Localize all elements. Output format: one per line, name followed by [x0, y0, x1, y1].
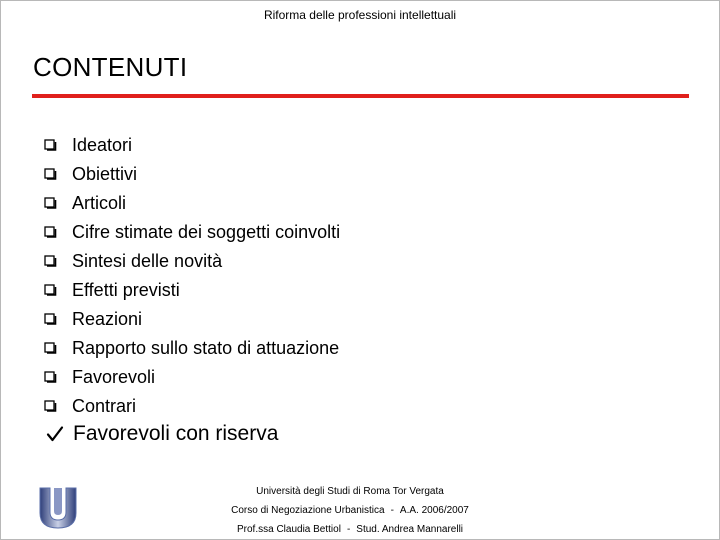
slide-header: Riforma delle professioni intellettuali: [263, 8, 457, 22]
square-bullet-icon: [44, 284, 57, 296]
list-item-label: Articoli: [72, 192, 127, 213]
square-bullet-icon: [44, 139, 57, 151]
list-item: [44, 391, 340, 420]
footer-university: Università degli Studi di Roma Tor Vergata: [256, 485, 444, 497]
list-item-label: Ideatori: [72, 134, 133, 155]
footer-people: Prof.ssa Claudia Bettiol - Stud. Andrea Mannarelli: [236, 523, 464, 535]
list-item-label: Reazioni: [72, 308, 143, 329]
title-underline: [32, 94, 689, 98]
list-item-label: Rapporto sullo stato di attuazione: [72, 337, 340, 358]
list-item-label: Favorevoli: [72, 366, 156, 387]
list-item-label: Contrari: [72, 395, 137, 416]
slide-title: CONTENUTI: [33, 52, 188, 82]
list-item: [44, 275, 340, 304]
list-item-label: Obiettivi: [72, 163, 138, 184]
list-item: [44, 217, 340, 246]
list-item: [44, 362, 340, 391]
list-item-label: Effetti previsti: [72, 279, 180, 300]
list-item: [44, 333, 340, 362]
list-item: [44, 304, 340, 333]
check-icon: [46, 425, 64, 443]
square-bullet-icon: [44, 255, 57, 267]
footer-course: Corso di Negoziazione Urbanistica - A.A. 2006/2007: [231, 504, 469, 516]
checked-list-item: [46, 421, 278, 447]
list-item: [44, 188, 340, 217]
checked-item-label: Favorevoli con riserva: [73, 422, 279, 445]
square-bullet-icon: [44, 197, 57, 209]
square-bullet-icon: [44, 400, 57, 412]
square-bullet-icon: [44, 168, 57, 180]
list-item: [44, 130, 340, 159]
contents-list: [44, 130, 340, 420]
square-bullet-icon: [44, 371, 57, 383]
list-item-label: Cifre stimate dei soggetti coinvolti: [72, 221, 341, 242]
list-item-label: Sintesi delle novità: [72, 250, 223, 271]
square-bullet-icon: [44, 226, 57, 238]
list-item: [44, 246, 340, 275]
slide-footer: [210, 482, 490, 539]
square-bullet-icon: [44, 313, 57, 325]
list-item: [44, 159, 340, 188]
square-bullet-icon: [44, 342, 57, 354]
university-logo-icon: [36, 486, 80, 530]
